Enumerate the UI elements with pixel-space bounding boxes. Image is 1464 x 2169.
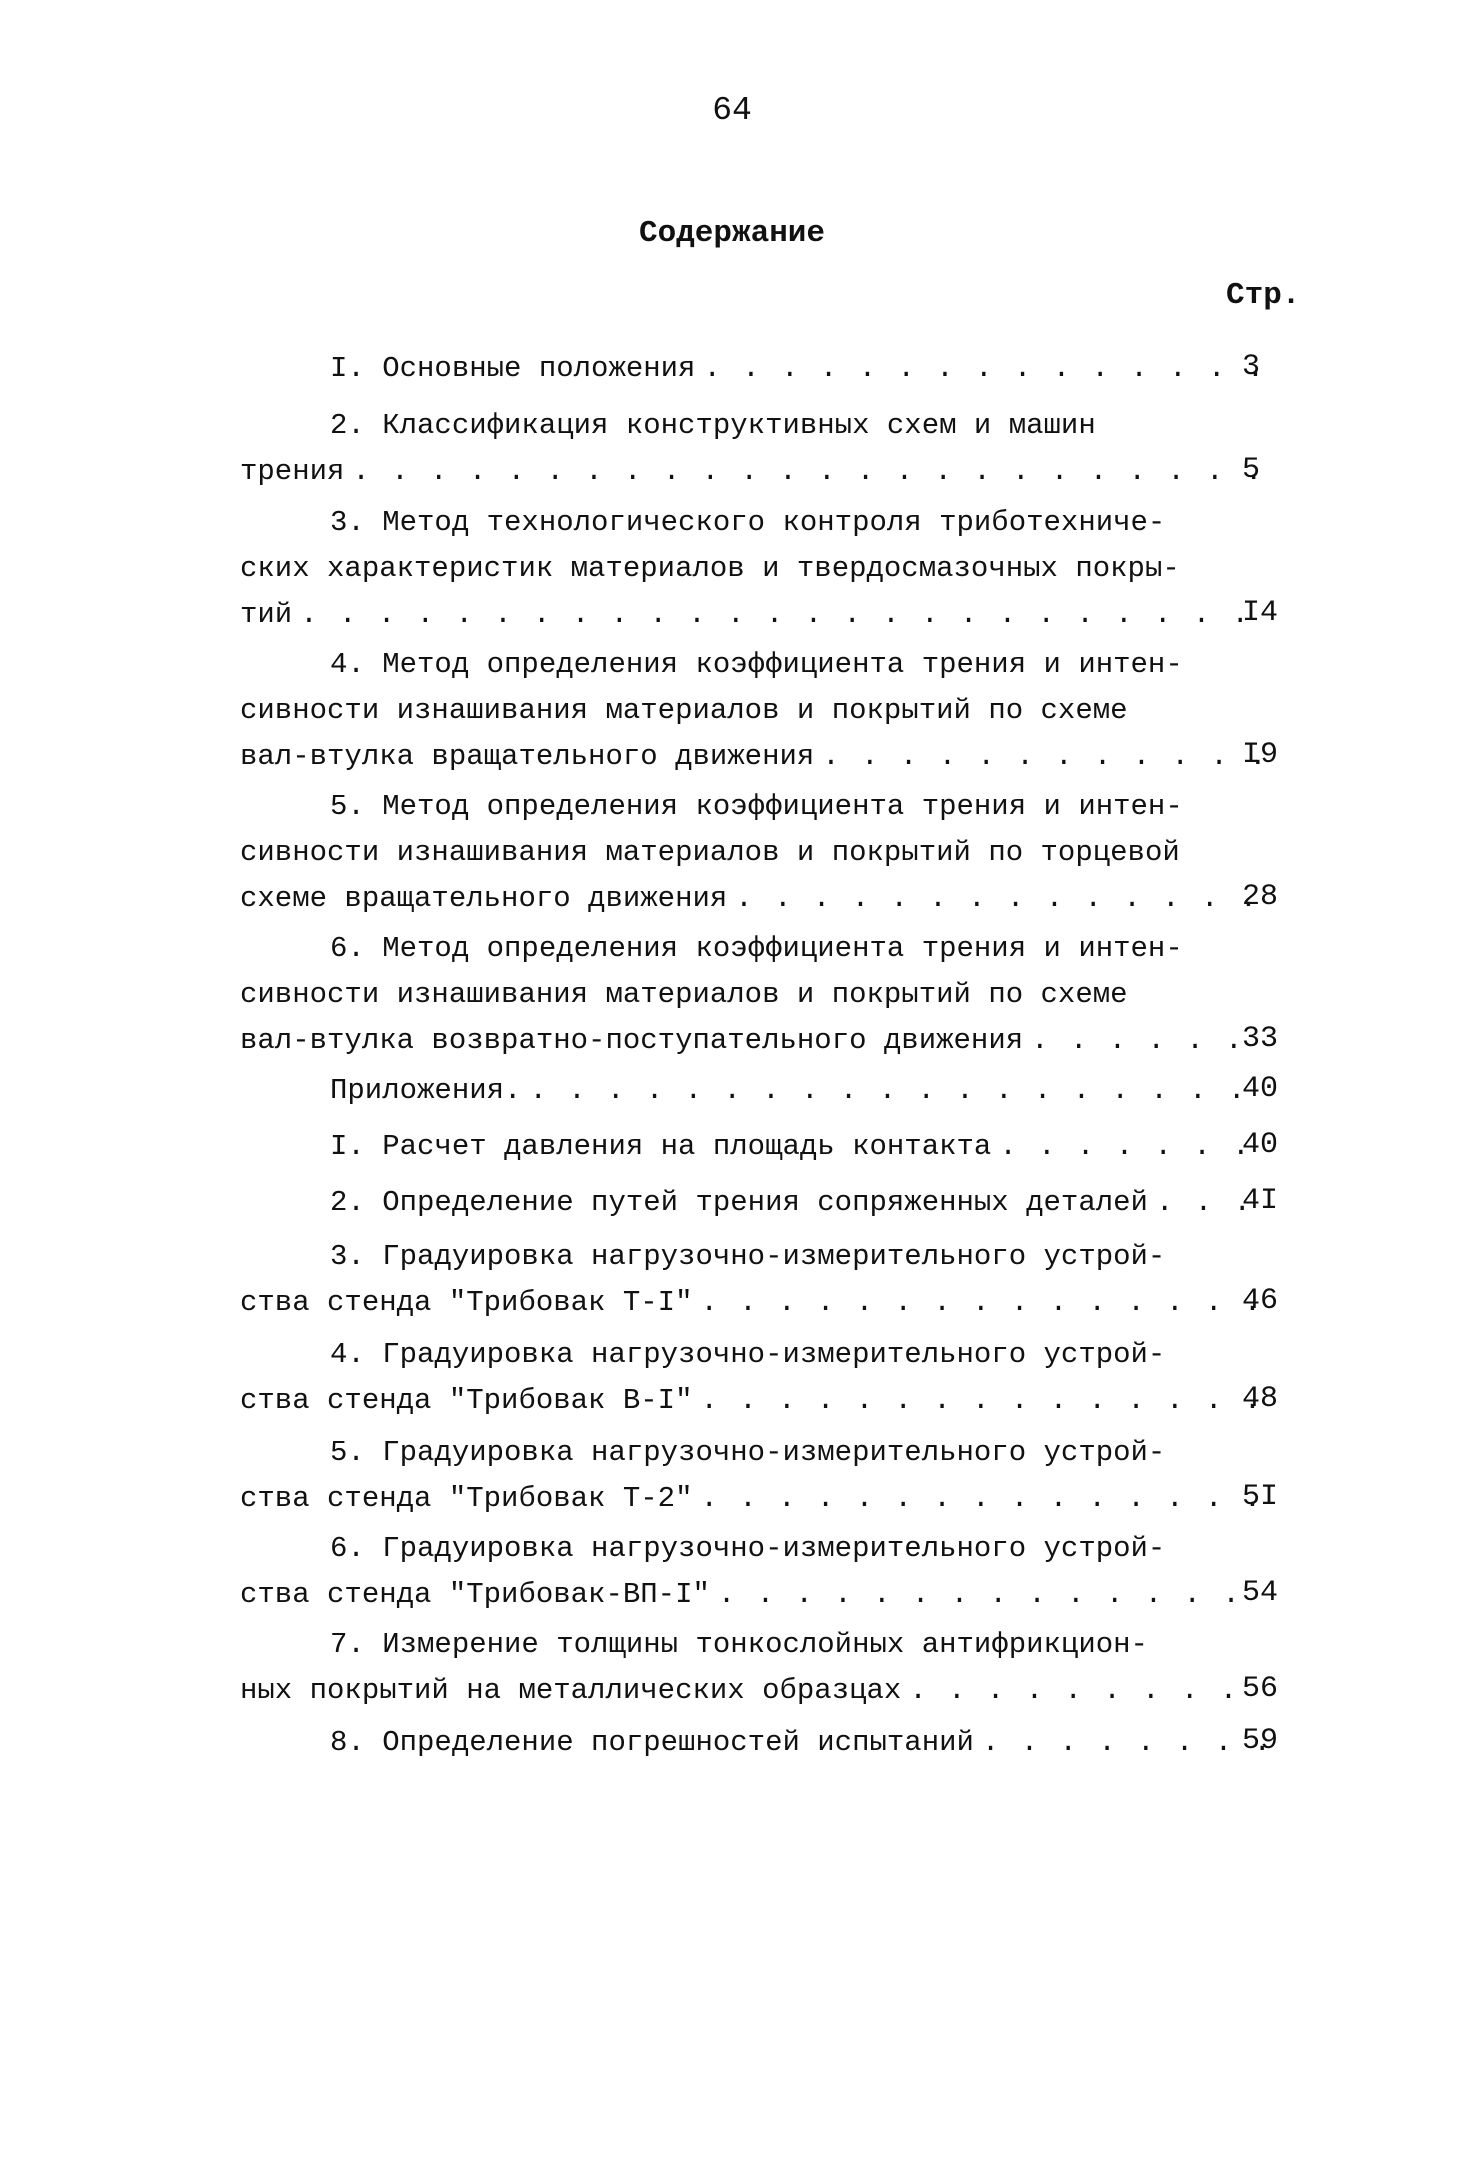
- dot-leader: [700, 1378, 1264, 1424]
- toc-page-number: I9: [1242, 738, 1279, 772]
- toc-page-number: 3: [1242, 350, 1261, 384]
- toc-entry: [240, 346, 1264, 392]
- toc-entry-line: 4. Градуировка нагрузочно-измерительного устрой-: [330, 1338, 1166, 1371]
- dot-leader: [822, 734, 1264, 780]
- toc-entry-line: вал-втулка вращательного движения: [240, 740, 815, 773]
- toc-entry-line: 7. Измерение толщины тонкослойных антифрикцион-: [330, 1628, 1148, 1661]
- toc-entry-line: трения: [240, 455, 345, 488]
- toc-entry-line: сивности изнашивания материалов и покрытий по схеме: [240, 978, 1128, 1011]
- toc-entry-line: 8. Определение погрешностей испытаний: [330, 1726, 974, 1759]
- toc-entry: [240, 1720, 1264, 1766]
- toc-page-number: 5: [1242, 453, 1261, 487]
- toc-entry-line: Приложения.: [330, 1074, 522, 1107]
- toc-entry: [240, 1332, 1264, 1424]
- toc-entry-line: ства стенда "Трибовак Т-2": [240, 1482, 693, 1515]
- toc-entry: [240, 500, 1264, 638]
- toc-entry-line: вал-втулка возвратно-поступательного движения: [240, 1024, 1024, 1057]
- toc-page-number: 54: [1242, 1576, 1279, 1610]
- toc-entry: [240, 1234, 1264, 1326]
- dot-leader: [1031, 1018, 1264, 1064]
- page-number: 64: [712, 92, 752, 129]
- toc-page-number: 56: [1242, 1672, 1279, 1706]
- toc-entry-line: ства стенда "Трибовак В-I": [240, 1384, 693, 1417]
- toc-entry: [240, 1622, 1264, 1714]
- toc-entry-line: 6. Метод определения коэффициента трения и интен-: [330, 932, 1183, 965]
- toc-entry-line: 5. Градуировка нагрузочно-измерительного устрой-: [330, 1436, 1166, 1469]
- toc-entry-line: 3. Градуировка нагрузочно-измерительного устрой-: [330, 1240, 1166, 1273]
- toc-entry-line: тий: [240, 598, 293, 631]
- toc-page-number: 46: [1242, 1284, 1279, 1318]
- toc-entry: [240, 1124, 1264, 1170]
- dot-leader: [909, 1668, 1264, 1714]
- dot-leader: [703, 346, 1264, 392]
- toc-entry-line: ных покрытий на металлических образцах: [240, 1674, 902, 1707]
- toc-page-number: I4: [1242, 596, 1279, 630]
- dot-leader: [529, 1068, 1264, 1114]
- toc-entry-line: ства стенда "Трибовак Т-I": [240, 1286, 693, 1319]
- page-title: Содержание: [638, 216, 826, 251]
- toc-entry: [240, 1526, 1264, 1618]
- toc-entry: [240, 642, 1264, 780]
- dot-leader: [352, 449, 1264, 495]
- toc-entry-line: 2. Классификация конструктивных схем и машин: [330, 409, 1096, 442]
- toc-entry: [240, 1068, 1264, 1114]
- toc-entry: [240, 1180, 1264, 1226]
- toc-page-number: 4I: [1242, 1184, 1279, 1218]
- toc-page-number: 40: [1242, 1072, 1279, 1106]
- dot-leader: [700, 1476, 1264, 1522]
- dot-leader: [999, 1124, 1264, 1170]
- toc-entry-line: 3. Метод технологического контроля триботехниче-: [330, 506, 1166, 539]
- toc-entry-line: I. Основные положения: [330, 352, 696, 385]
- toc-entry-line: сивности изнашивания материалов и покрытий по торцевой: [240, 836, 1180, 869]
- dot-leader: [700, 1280, 1264, 1326]
- toc-entry-line: сивности изнашивания материалов и покрытий по схеме: [240, 694, 1128, 727]
- toc-entry-line: 2. Определение путей трения сопряженных деталей: [330, 1186, 1148, 1219]
- toc-entry: [240, 403, 1264, 495]
- toc-entry: [240, 1430, 1264, 1522]
- toc-entry: [240, 784, 1264, 922]
- pages-column-header: Стр.: [1226, 278, 1301, 313]
- toc-entry-line: 4. Метод определения коэффициента трения и интен-: [330, 648, 1183, 681]
- toc-page-number: 33: [1242, 1022, 1279, 1056]
- toc-entry-line: I. Расчет давления на площадь контакта: [330, 1130, 992, 1163]
- toc-page-number: 48: [1242, 1382, 1279, 1416]
- dot-leader: [982, 1720, 1264, 1766]
- dot-leader: [718, 1572, 1264, 1618]
- toc-entry-line: ских характеристик материалов и твердосмазочных покры-: [240, 552, 1180, 585]
- dot-leader: [300, 592, 1264, 638]
- toc-page-number: 28: [1242, 880, 1279, 914]
- toc-page-number: 40: [1242, 1128, 1279, 1162]
- dot-leader: [735, 876, 1264, 922]
- toc-entry: [240, 926, 1264, 1064]
- toc-page-number: 5I: [1242, 1480, 1279, 1514]
- toc-page-number: 59: [1242, 1724, 1279, 1758]
- toc-entry-line: 6. Градуировка нагрузочно-измерительного устрой-: [330, 1532, 1166, 1565]
- toc-entry-line: схеме вращательного движения: [240, 882, 728, 915]
- toc-entry-line: ства стенда "Трибовак-ВП-I": [240, 1578, 710, 1611]
- toc-entry-line: 5. Метод определения коэффициента трения и интен-: [330, 790, 1183, 823]
